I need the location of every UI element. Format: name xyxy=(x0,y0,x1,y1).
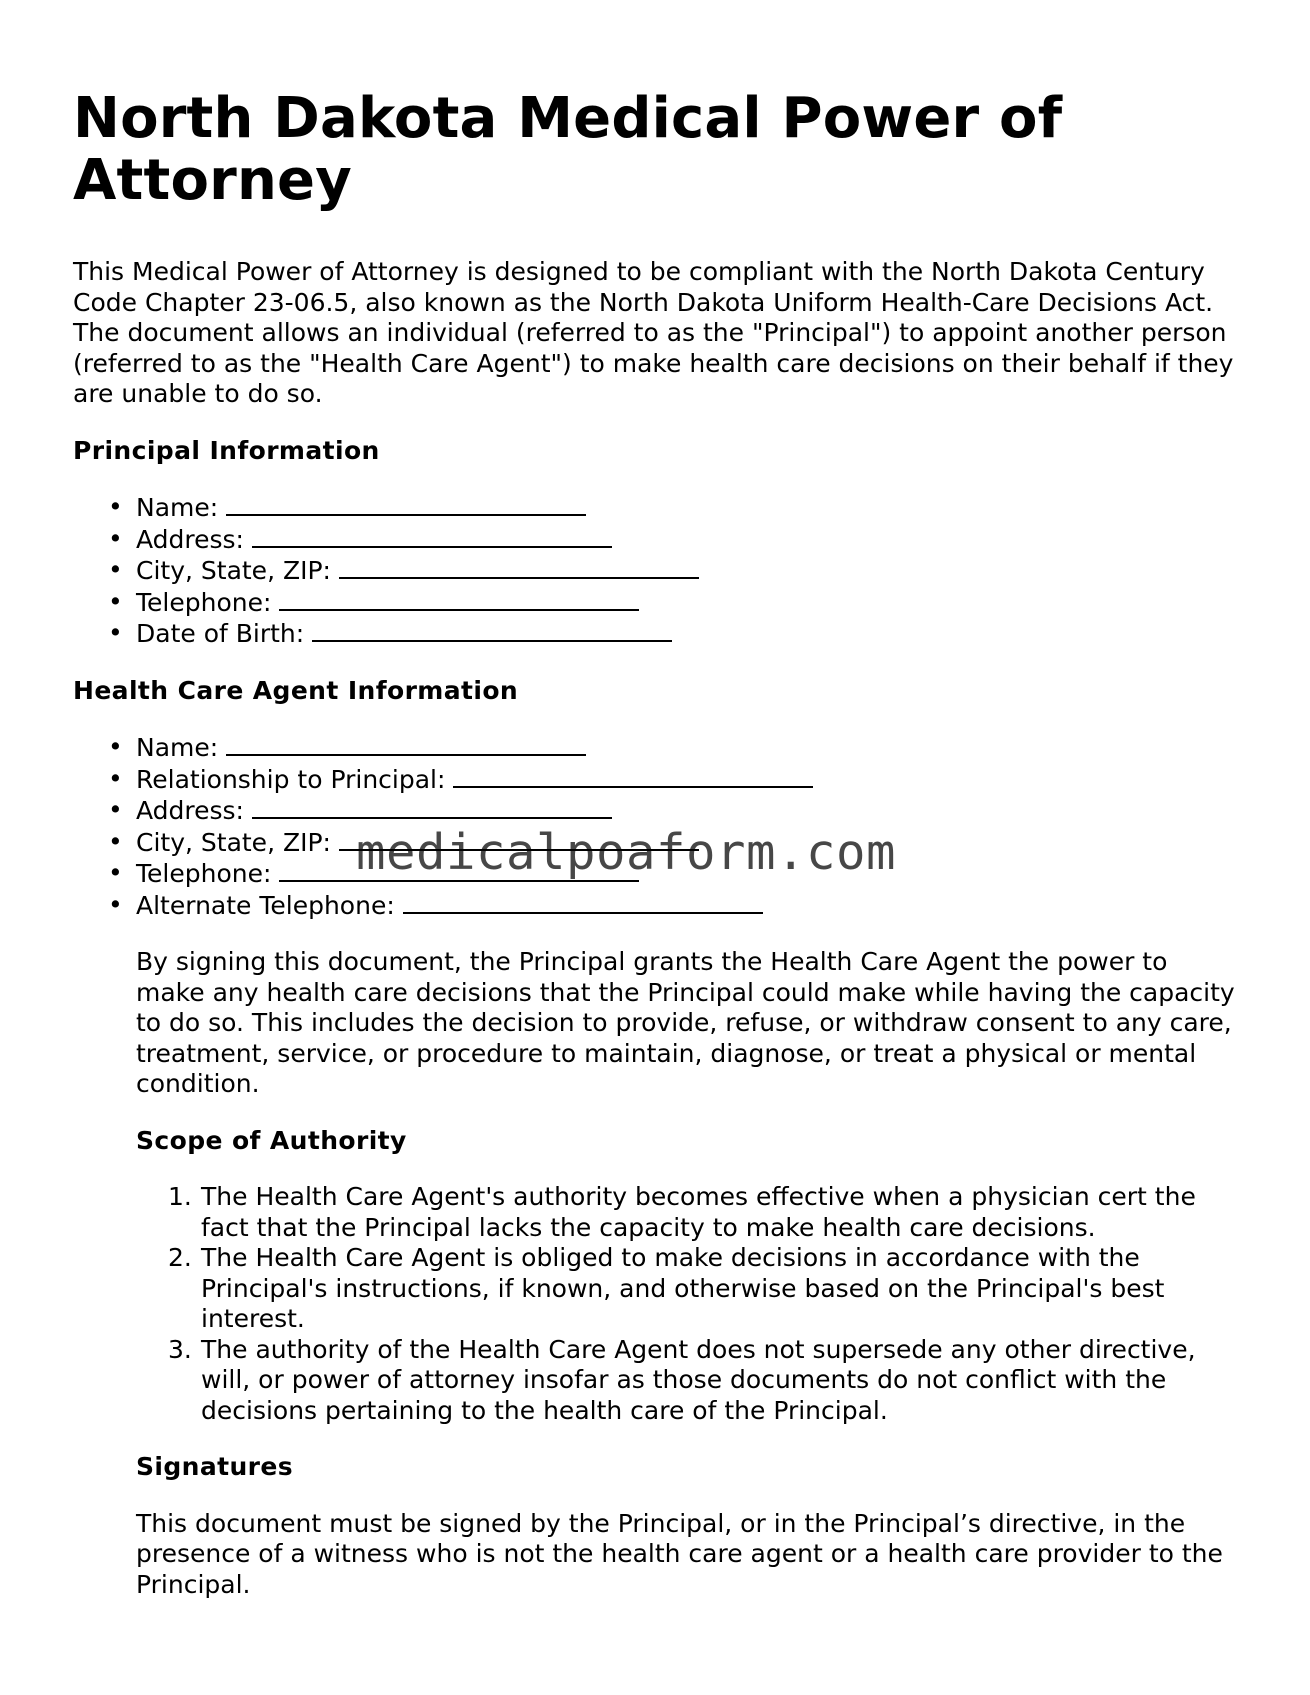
agent-name-field xyxy=(108,732,1243,764)
principal-city-field xyxy=(108,555,1243,587)
scope-item xyxy=(168,1182,1243,1243)
blank-line[interactable] xyxy=(252,795,612,819)
list-number: 2. xyxy=(168,1243,192,1272)
agent-alt-telephone-field xyxy=(108,889,1243,922)
scope-heading: Scope of Authority xyxy=(136,1125,407,1155)
blank-line[interactable] xyxy=(279,858,639,882)
bullet-icon: • xyxy=(108,826,123,856)
principal-address-field xyxy=(108,523,1243,556)
field-label: City, State, ZIP: xyxy=(136,556,331,585)
agent-city-field xyxy=(108,826,1243,859)
blank-line[interactable] xyxy=(279,587,639,611)
blank-line[interactable] xyxy=(226,492,586,516)
principal-field-list xyxy=(73,492,1243,650)
signatures-paragraph: This document must be signed by the Principal, or in the Principal’s directive, in the presence of a witness who is not the health care agent or a health care provider to the Principal. xyxy=(136,1508,1223,1599)
agent-telephone-field xyxy=(108,858,1243,890)
bullet-icon: • xyxy=(108,732,123,761)
document-title: North Dakota Medical Power of Attorney xyxy=(73,86,1063,213)
agent-field-list xyxy=(73,732,1243,921)
grant-paragraph: By signing this document, the Principal grants the Health Care Agent the power to make any health care decisions that the Principal could make while having the capacity to do so. This includes the decision to provide, refuse, or withdraw consent to any care, treatment, service, or procedure to maintain, diagnose, or treat a physical or mental condition. xyxy=(136,947,1235,1098)
watermark-text: medicalpoaform.com xyxy=(356,824,897,881)
field-label: Address: xyxy=(136,524,244,554)
indented-section xyxy=(136,947,1243,1156)
bullet-icon: • xyxy=(108,858,123,887)
principal-telephone-field xyxy=(108,586,1243,619)
blank-line[interactable] xyxy=(403,890,763,914)
blank-line[interactable] xyxy=(252,524,612,548)
scope-item-text: The authority of the Health Care Agent does not supersede any other directive, will, or power of attorney insofar as those documents do not conflict with the decisions pertaining to the health care of the Principal. xyxy=(201,1334,1196,1425)
signatures-section xyxy=(136,1452,1243,1600)
scope-item-text: The Health Care Agent's authority becomes effective when a physician cert the fact that the Principal lacks the capacity to make health care decisions. xyxy=(201,1182,1196,1242)
agent-heading: Health Care Agent Information xyxy=(73,675,519,705)
field-label: Telephone: xyxy=(136,587,272,617)
list-number: 3. xyxy=(168,1334,192,1364)
document-page xyxy=(73,88,1243,1600)
field-label: Alternate Telephone: xyxy=(136,890,395,920)
list-number: 1. xyxy=(168,1182,192,1211)
bullet-icon: • xyxy=(108,763,123,793)
bullet-icon: • xyxy=(108,555,123,584)
field-label: Name: xyxy=(136,733,219,762)
blank-line[interactable] xyxy=(226,732,586,756)
blank-line[interactable] xyxy=(339,827,699,851)
field-label: Relationship to Principal: xyxy=(136,764,446,794)
bullet-icon: • xyxy=(108,586,123,616)
field-label: Date of Birth: xyxy=(136,619,305,648)
field-label: Address: xyxy=(136,796,244,825)
signatures-heading: Signatures xyxy=(136,1452,294,1481)
bullet-icon: • xyxy=(108,795,123,824)
field-label: Name: xyxy=(136,493,219,522)
bullet-icon: • xyxy=(108,618,123,647)
scope-item xyxy=(168,1334,1243,1427)
intro-paragraph: This Medical Power of Attorney is designed to be compliant with the North Dakota Century Code Chapter 23-06.5, also known as the North Dakota Uniform Health-Care Decisions Act. The document allows an individual (referred to as the "Principal") to appoint another person (referred to as the "Health Care Agent") to make health care decisions on their behalf if they are unable to do so. xyxy=(73,257,1234,408)
field-label: City, State, ZIP: xyxy=(136,827,331,857)
bullet-icon: • xyxy=(108,523,123,553)
blank-line[interactable] xyxy=(339,555,699,579)
scope-item-text: The Health Care Agent is obliged to make decisions in accordance with the Principal's instructions, if known, and otherwise based on the Principal's best interest. xyxy=(201,1243,1165,1333)
scope-list xyxy=(136,1182,1243,1426)
blank-line[interactable] xyxy=(453,764,813,788)
agent-address-field xyxy=(108,795,1243,827)
principal-heading: Principal Information xyxy=(73,435,380,465)
principal-name-field xyxy=(108,492,1243,524)
bullet-icon: • xyxy=(108,492,123,521)
scope-item xyxy=(168,1243,1243,1335)
bullet-icon: • xyxy=(108,889,123,919)
agent-relationship-field xyxy=(108,763,1243,796)
principal-dob-field xyxy=(108,618,1243,650)
blank-line[interactable] xyxy=(312,618,672,642)
field-label: Telephone: xyxy=(136,859,272,888)
